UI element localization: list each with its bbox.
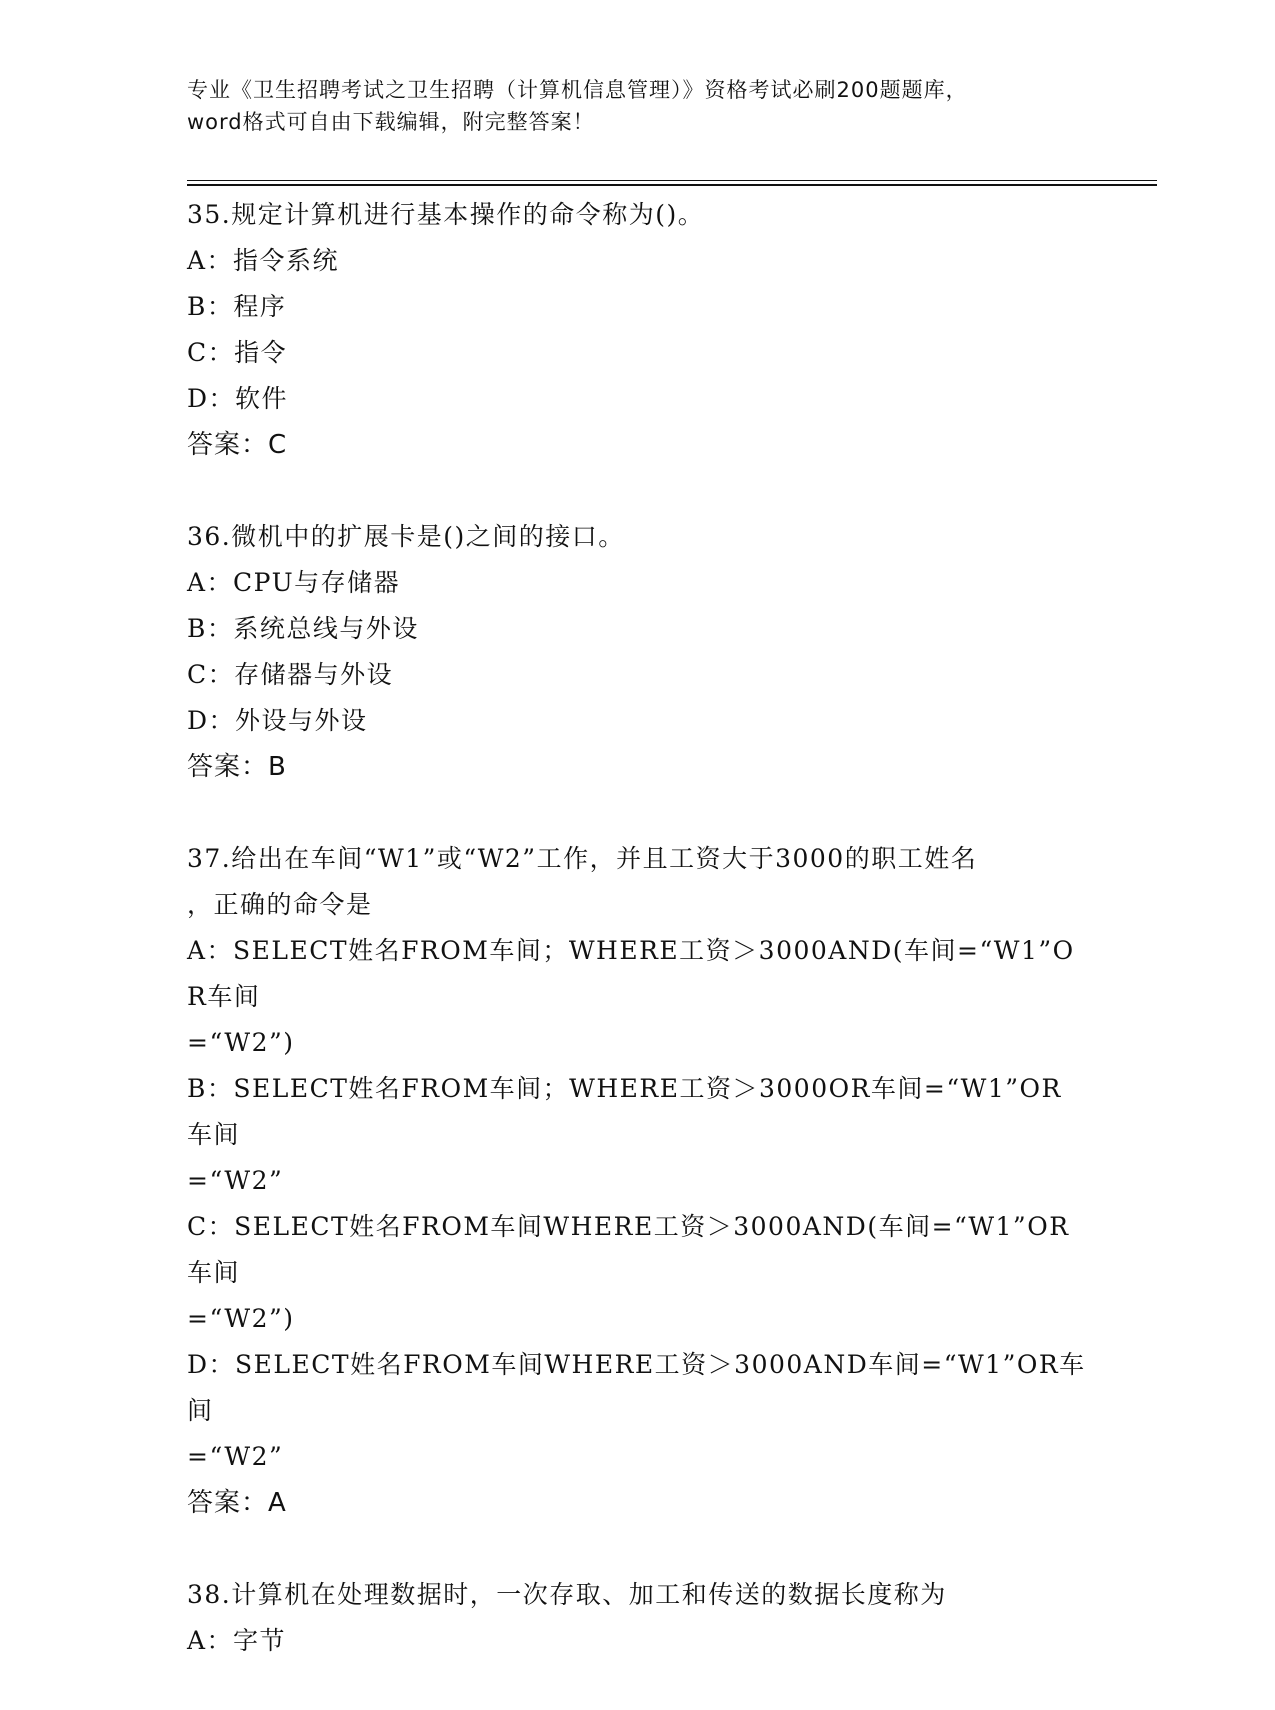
- option-text-line: A：字节: [187, 1626, 287, 1655]
- answer-label: 答案：B: [187, 752, 287, 782]
- header-rule-top: [187, 180, 1157, 181]
- option-a: [187, 928, 1087, 1066]
- option-text-line: =“W2”: [187, 1442, 284, 1471]
- option-d: [187, 1342, 1087, 1480]
- option-text-line: D：外设与外设: [187, 706, 368, 735]
- option-text-line: =“W2”): [187, 1028, 295, 1057]
- option-d: [187, 698, 1087, 744]
- option-b: [187, 606, 1087, 652]
- question-stem: 35.规定计算机进行基本操作的命令称为()。: [187, 200, 705, 229]
- option-text-line: C：存储器与外设: [187, 660, 394, 689]
- question-37: [187, 836, 1087, 1526]
- option-text-line: =“W2”): [187, 1304, 295, 1333]
- answer-label: 答案：C: [187, 430, 288, 460]
- header-rule-bottom: [187, 184, 1157, 186]
- option-text-line: A：CPU与存储器: [187, 568, 401, 597]
- option-b: [187, 284, 1087, 330]
- option-a: [187, 560, 1087, 606]
- header-line-1: 专业《卫生招聘考试之卫生招聘（计算机信息管理）》资格考试必刷200题题库，: [187, 78, 968, 102]
- option-text-line: B：系统总线与外设: [187, 614, 419, 643]
- option-text-line: B：SELECT姓名FROM车间；WHERE工资＞3000OR车间=“W1”OR车间: [187, 1074, 1062, 1149]
- option-c: [187, 1204, 1087, 1342]
- question-stem: 36.微机中的扩展卡是()之间的接口。: [187, 522, 625, 551]
- option-c: [187, 330, 1087, 376]
- header-line-2: word格式可自由下载编辑，附完整答案！: [187, 110, 595, 134]
- question-35: [187, 192, 1087, 468]
- answer-label: 答案：A: [187, 1488, 287, 1518]
- page-header: [187, 74, 1087, 138]
- option-text-line: C：SELECT姓名FROM车间WHERE工资＞3000AND(车间=“W1”OR车间: [187, 1212, 1070, 1287]
- question-stem-line-1: 37.给出在车间“W1”或“W2”工作，并且工资大于3000的职工姓名: [187, 844, 978, 873]
- option-b: [187, 1066, 1087, 1204]
- question-38: [187, 1572, 1087, 1664]
- question-stem-line-2: ，正确的命令是: [187, 890, 373, 919]
- option-a: [187, 1618, 1087, 1664]
- option-text-line: B：程序: [187, 292, 287, 321]
- question-stem: 38.计算机在处理数据时，一次存取、加工和传送的数据长度称为: [187, 1580, 947, 1609]
- option-text-line: =“W2”: [187, 1166, 284, 1195]
- option-a: [187, 238, 1087, 284]
- option-text-line: D：软件: [187, 384, 289, 413]
- question-36: [187, 514, 1087, 790]
- option-text-line: A：指令系统: [187, 246, 340, 275]
- option-text-line: C：指令: [187, 338, 288, 367]
- option-text-line: A：SELECT姓名FROM车间；WHERE工资＞3000AND(车间=“W1”OR车间: [187, 936, 1075, 1011]
- option-text-line: D：SELECT姓名FROM车间WHERE工资＞3000AND车间=“W1”OR车间: [187, 1350, 1086, 1425]
- option-d: [187, 376, 1087, 422]
- question-list: [187, 192, 1087, 1710]
- option-c: [187, 652, 1087, 698]
